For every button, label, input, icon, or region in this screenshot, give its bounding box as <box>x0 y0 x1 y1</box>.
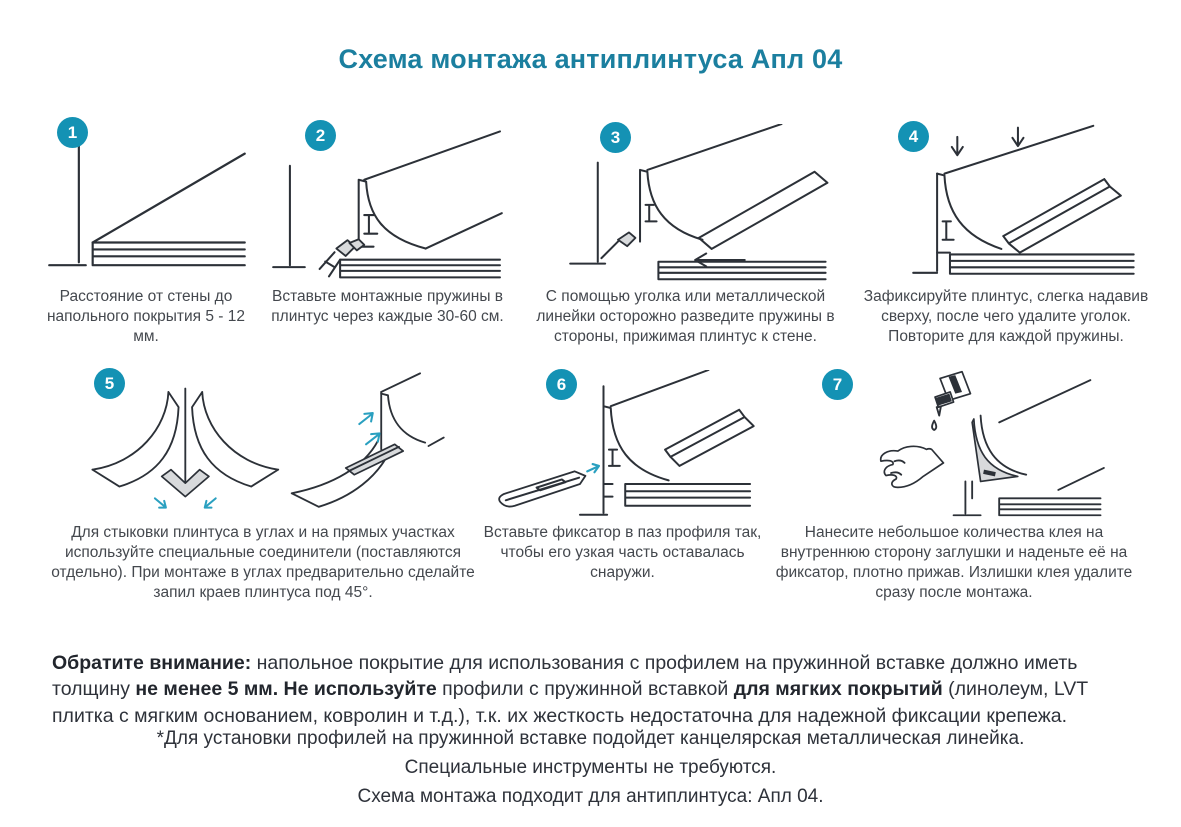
step-7-badge: 7 <box>822 369 853 400</box>
footnote-line-2: Специальные инструменты не требуются. <box>404 757 777 779</box>
fixator-insert-drawing <box>499 370 754 515</box>
footnote <box>0 724 1181 783</box>
step-7 <box>770 362 1138 622</box>
down-arrow-icon <box>952 137 963 155</box>
metal-ruler-icon <box>1003 179 1121 252</box>
step-3-badge: 3 <box>600 122 631 153</box>
notice-text-1: напольное покрытие для использования с профилем на пружинной вставке должно иметь толщину <box>52 651 1078 701</box>
notice-paragraph <box>52 650 1132 731</box>
footnote-line-1: *Для установки профилей на пружинной вставке подойдет канцелярская металлическая линейка. <box>156 728 1025 749</box>
step-1-caption: Расстояние от стены до напольного покрытия 5 - 12 мм. <box>46 288 246 346</box>
step-3-illustration <box>533 124 838 282</box>
step-4 <box>862 112 1150 357</box>
teal-arrow-icon <box>205 498 216 507</box>
page-title: Схема монтажа антиплинтуса Апл 04 <box>338 44 843 74</box>
step-5-badge: 5 <box>94 368 125 399</box>
left-arrow-icon <box>695 254 745 267</box>
metal-ruler-icon <box>699 172 828 249</box>
glue-end-cap-drawing <box>881 372 1104 516</box>
glue-bottle-icon <box>932 372 970 430</box>
step-2-badge: 2 <box>305 120 336 151</box>
wall-and-floor-drawing <box>49 146 245 265</box>
step-3-caption: С помощью уголка или металлической линейки осторожно разведите пружины в стороны, прижимая плинтус к стене. <box>536 288 835 346</box>
profile-with-spring-drawing <box>273 131 502 277</box>
teal-arrow-icon <box>155 498 166 507</box>
step-4-badge: 4 <box>898 121 929 152</box>
corner-connectors-drawing <box>92 373 443 507</box>
notice-text-3: (линолеум, LVT плитка с мягким основанием, ковролин и т.д.), т.к. их жесткость недостаточна для надежной фиксации крепежа. <box>52 678 1088 728</box>
step-6-badge: 6 <box>546 369 577 400</box>
teal-arrow-icon <box>587 464 599 472</box>
hand-icon <box>881 446 944 487</box>
step-5 <box>46 362 480 622</box>
step-2-illustration <box>265 124 510 282</box>
step-6-illustration <box>480 370 765 522</box>
mounting-spring-icon <box>618 232 635 246</box>
compatibility-line: Схема монтажа подходит для антиплинтуса: Апл 04. <box>357 786 824 807</box>
notice-bold-2: не менее 5 мм. Не используйте <box>135 678 437 701</box>
down-arrow-icon <box>1012 128 1023 146</box>
step-7-caption: Нанесите небольшое количества клея на внутреннюю сторону заглушки и наденьте её на фиксатор, плотно прижав. Излишки клея удалите сразу после монтажа. <box>775 524 1133 602</box>
step-1 <box>38 112 254 357</box>
step-2 <box>265 112 510 357</box>
step-6 <box>480 362 765 622</box>
step-1-badge: 1 <box>57 117 88 148</box>
notice-text-2: профили с пружинной вставкой <box>436 678 734 701</box>
notice-bold-1: Обратите внимание: <box>52 651 252 674</box>
step-3 <box>533 112 838 357</box>
step-4-caption: Зафиксируйте плинтус, слегка надавив сверху, после чего удалите уголок. Повторите для каждой пружины. <box>863 288 1149 346</box>
step-5-caption: Для стыковки плинтуса в углах и на прямых участках используйте специальные соединители (поставляются отдельно). При монтаже в углах предварительно сделайте запил краев плинтуса под 45°. <box>51 524 475 602</box>
press-and-remove-ruler-drawing <box>913 126 1133 274</box>
teal-arrow-icon <box>359 413 373 424</box>
step-6-caption: Вставьте фиксатор в паз профиля так, чтобы его узкая часть оставалась снаружи. <box>483 524 762 582</box>
notice-bold-3: для мягких покрытий <box>733 678 943 701</box>
teal-arrow-icon <box>366 433 380 444</box>
glue-drop-icon <box>932 421 936 430</box>
step-2-caption: Вставьте монтажные пружины в плинтус через каждые 30-60 см. <box>271 288 504 326</box>
